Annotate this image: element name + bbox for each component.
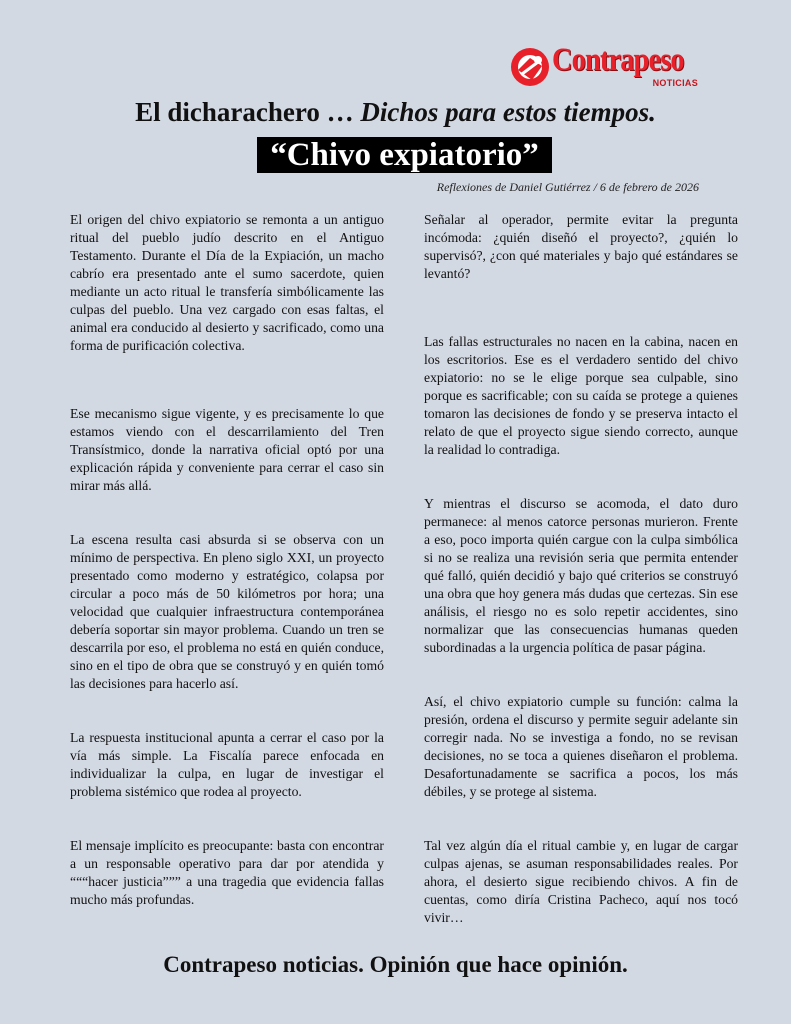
- paragraph: Así, el chivo expiatorio cumple su función: calma la presión, ordena el discurso y permite seguir adelante sin corregir nada. No se investiga a fondo, no se revisan decisiones, no se toca a quienes diseñaron el problema. Desafortunadamente se sacrifica a pocos, los más débiles, y se protege al sistema.: [424, 694, 738, 799]
- paragraph: Y mientras el discurso se acomoda, el dato duro permanece: al menos catorce personas murieron. Frente a eso, poco importa quién cargue con la culpa simbólica si no se realiza una revisión seria que permita entender qué falló, quién decidió y bajo qué criterios se construyó una obra que hoy genera más dudas que certezas. Sin ese análisis, el riesgo no es solo repetir accidentes, sino normalizar que las consecuencias humanas queden subordinadas a la urgencia política de pasar página.: [424, 496, 738, 655]
- byline: Reflexiones de Daniel Gutiérrez / 6 de febrero de 2026: [436, 180, 699, 194]
- paragraph: La respuesta institucional apunta a cerrar el caso por la vía más simple. La Fiscalía parece enfocada en individualizar la culpa, en lugar de investigar el problema sistémico que rodea al proyecto.: [70, 730, 384, 799]
- article-title: “Chivo expiatorio”: [257, 137, 552, 173]
- footer-slogan: Contrapeso noticias. Opinión que hace opinión.: [163, 952, 628, 977]
- paragraph: La escena resulta casi absurda si se observa con un mínimo de perspectiva. En pleno siglo XXI, un proyecto presentado como moderno y estratégico, colapsa por circular a poco más de 50 kilómetros por hora; una velocidad que cualquier infraestructura contemporánea debería soportar sin mayor problema. Cuando un tren se descarrila por eso, el problema no está en quién conduce, sino en el tipo de obra que se construyó y en quién tomó las decisiones para hacerlo así.: [70, 532, 384, 691]
- right-column: [424, 211, 738, 963]
- paragraph: El mensaje implícito es preocupante: basta con encontrar a un responsable operativo para dar por atendida y “““hacer justicia””” a una tragedia que evidencia fallas mucho más profundas.: [70, 838, 384, 907]
- paragraph: Las fallas estructurales no nacen en la cabina, nacen en los escritorios. Ese es el verdadero sentido del chivo expiatorio: no se le elige porque sea culpable, sino porque es sacrificable; con su caída se protege a quienes tomaron las decisiones de fondo y se preserva intacto el relato de que el proyecto sigue siendo correcto, aunque la realidad lo contradiga.: [424, 334, 738, 457]
- headline-italic: Dichos para estos tiempos.: [360, 97, 656, 127]
- paragraph: Ese mecanismo sigue vigente, y es precisamente lo que estamos viendo con el descarrilamiento del Tren Transístmico, donde la narrativa oficial optó por una explicación rápida y conveniente para cerrar el caso sin mirar más allá.: [70, 406, 384, 493]
- headline: [0, 97, 791, 128]
- headline-plain: El dicharachero …: [135, 97, 361, 127]
- left-column: [70, 211, 384, 945]
- paragraph: Tal vez algún día el ritual cambie y, en lugar de cargar culpas ajenas, se asuman responsabilidades reales. Por ahora, el desierto sigue recibiendo chivos. A fin de cuentas, como diría Cristina Pacheco, aquí nos tocó vivir…: [424, 838, 738, 925]
- paragraph: Señalar al operador, permite evitar la pregunta incómoda: ¿quién diseñó el proyecto?, ¿quién lo supervisó?, ¿con qué materiales y bajo qué estándares se levantó?: [424, 212, 738, 281]
- logo-wordmark: Contrapeso: [552, 42, 684, 78]
- contrapeso-logo: [508, 44, 708, 92]
- contrapeso-logo-icon: [508, 44, 554, 90]
- paragraph: El origen del chivo expiatorio se remonta a un antiguo ritual del pueblo judío descrito en el Antiguo Testamento. Durante el Día de la Expiación, un macho cabrío era presentado ante el sumo sacerdote, quien mediante un acto ritual le transfería simbólicamente las culpas del pueblo. Una vez cargado con esas faltas, el animal era conducido al desierto y sacrificado, como una forma de purificación colectiva.: [70, 212, 384, 353]
- logo-subtitle: NOTICIAS: [652, 78, 698, 88]
